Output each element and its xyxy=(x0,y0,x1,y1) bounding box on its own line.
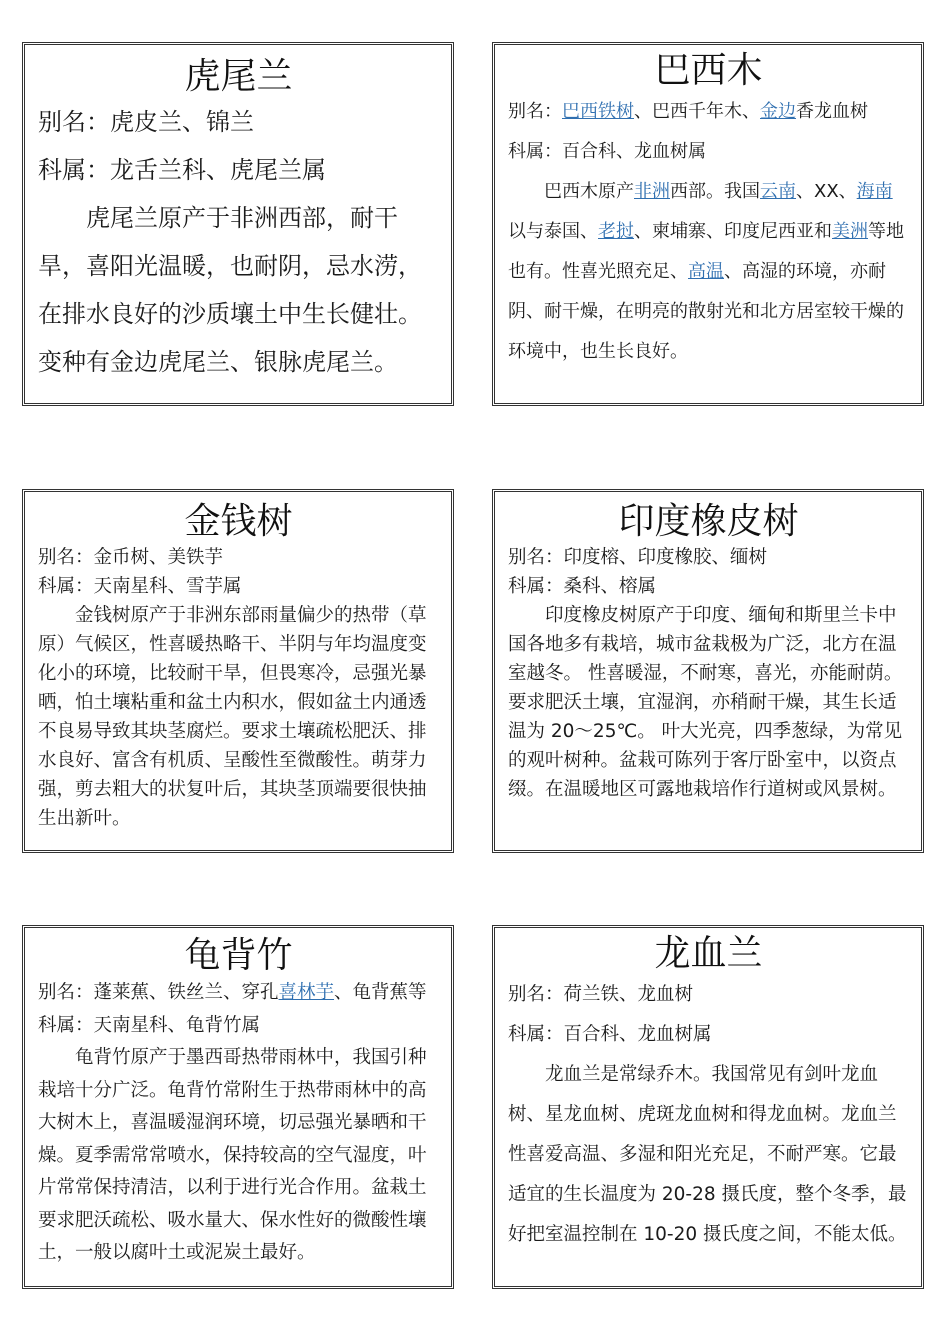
card-family: 科属：天南星科、龟背竹属 xyxy=(38,1014,261,1036)
card-family: 科属：百合科、龙血树属 xyxy=(508,1024,712,1046)
card-alias: 别名：荷兰铁、龙血树 xyxy=(508,984,694,1006)
card-alias: 别名：虎皮兰、锦兰 xyxy=(38,108,254,137)
card-family: 科属：龙舌兰科、虎尾兰属 xyxy=(38,156,326,185)
alias-text: 、巴西千年木、 xyxy=(634,101,760,123)
link-laos[interactable]: 老挝 xyxy=(598,221,634,243)
card-title: 龟背竹 xyxy=(184,935,293,976)
card-alias xyxy=(508,92,909,132)
card-description: 金钱树原产于非洲东部雨量偏少的热带（草原）气候区，性喜暖热略干、半阴与年均温度变化小的环境，比较耐干旱，但畏寒冷，忌强光暴晒，怕土壤粘重和盆土内积水，假如盆土内通透不良易导致其块茎腐烂。要求土壤疏松肥沃、排水良好、富含有机质、呈酸性至微酸性。萌芽力强，剪去粗大的状复叶后，其块茎顶端要很快抽生出新叶。 xyxy=(38,605,427,830)
card-family: 科属：桑科、榕属 xyxy=(508,576,657,598)
card-family: 科属：天南星科、雪芋属 xyxy=(38,576,242,598)
plant-card-sansevieria xyxy=(22,42,454,406)
alias-text: 、龟背蕉等 xyxy=(334,982,427,1004)
link-hainan[interactable]: 海南 xyxy=(856,181,893,203)
desc-text: 、XX、 xyxy=(796,181,857,203)
card-title: 虎尾兰 xyxy=(184,56,293,97)
card-description: 虎尾兰原产于非洲西部，耐干旱，喜阳光温暖，也耐阴，忌水涝，在排水良好的沙质壤土中生长健壮。变种有金边虎尾兰、银脉虎尾兰。 xyxy=(38,204,422,377)
card-body xyxy=(508,543,909,804)
link-africa[interactable]: 非洲 xyxy=(634,181,670,203)
plant-card-monstera xyxy=(22,925,454,1289)
link-golden-edge[interactable]: 金边 xyxy=(760,101,796,123)
plant-card-dracaena xyxy=(492,925,924,1289)
card-description xyxy=(508,172,909,372)
desc-text: 西部。我国 xyxy=(670,181,760,203)
card-alias xyxy=(38,977,439,1010)
link-philodendron[interactable]: 喜林芋 xyxy=(278,982,335,1004)
plant-card-rubber-tree xyxy=(492,489,924,853)
card-description: 印度橡皮树原产于印度、缅甸和斯里兰卡中国各地多有栽培，城市盆栽极为广泛，北方在温室越冬。 性喜暖湿，不耐寒，喜光，亦能耐荫。要求肥沃土壤，宜湿润，亦稍耐干燥，其生长适温为 20～25℃。 叶大光亮，四季葱绿，为常见的观叶树种。盆栽可陈列于客厅卧室中，以资点缀。在温暖地区可露地栽培作行道树或风景树。 xyxy=(508,605,903,801)
plant-card-brazil-wood xyxy=(492,42,924,406)
card-body xyxy=(508,975,909,1255)
card-body xyxy=(38,98,439,386)
card-alias: 别名：印度榕、印度橡胶、缅树 xyxy=(508,547,768,569)
link-yunnan[interactable]: 云南 xyxy=(760,181,796,203)
alias-label: 别名： xyxy=(508,101,562,123)
card-title: 巴西木 xyxy=(654,50,763,91)
card-alias: 别名：金币树、美铁芋 xyxy=(38,547,224,569)
card-description: 龙血兰是常绿乔木。我国常见有剑叶龙血树、星龙血树、虎斑龙血树和得龙血树。龙血兰性喜爱高温、多湿和阳光充足，不耐严寒。它最适宜的生长温度为 20-28 摄氏度，整个冬季，最好把室温控制在 10-20 摄氏度之间，不能太低。 xyxy=(508,1064,907,1246)
link-brazil-iron-tree[interactable]: 巴西铁树 xyxy=(562,101,634,123)
desc-text: 巴西木原产 xyxy=(544,181,634,203)
desc-text: 、柬埔寨、印度尼西亚和 xyxy=(634,221,832,243)
alias-text: 香龙血树 xyxy=(796,101,868,123)
card-title: 龙血兰 xyxy=(654,933,763,974)
desc-text: 以与泰国、 xyxy=(508,221,598,243)
card-body xyxy=(38,977,439,1270)
card-title: 金钱树 xyxy=(184,501,293,542)
card-body xyxy=(508,92,909,372)
alias-text: 别名：蓬莱蕉、铁丝兰、穿孔 xyxy=(38,982,279,1004)
card-description: 龟背竹原产于墨西哥热带雨林中，我国引种栽培十分广泛。龟背竹常附生于热带雨林中的高大树木上，喜温暖湿润环境，切忌强光暴晒和干燥。夏季需常常喷水，保持较高的空气湿度，叶片常常保持清洁，以利于进行光合作用。盆栽土要求肥沃疏松、吸水量大、保水性好的微酸性壤土，一般以腐叶土或泥炭土最好。 xyxy=(38,1047,427,1264)
link-high-temperature[interactable]: 高温 xyxy=(688,261,724,283)
card-body xyxy=(38,543,439,833)
desc-text: 、高湿的环境，亦耐阴、耐干燥，在明亮的散射光和北方居室较干燥的环境中，也生长良好。 xyxy=(508,261,904,363)
card-family: 科属：百合科、龙血树属 xyxy=(508,141,706,163)
desc-text: 等地也有。性喜光照充足、 xyxy=(508,221,904,283)
link-america[interactable]: 美洲 xyxy=(832,221,868,243)
card-title: 印度橡皮树 xyxy=(618,501,799,542)
plant-card-zz-plant xyxy=(22,489,454,853)
